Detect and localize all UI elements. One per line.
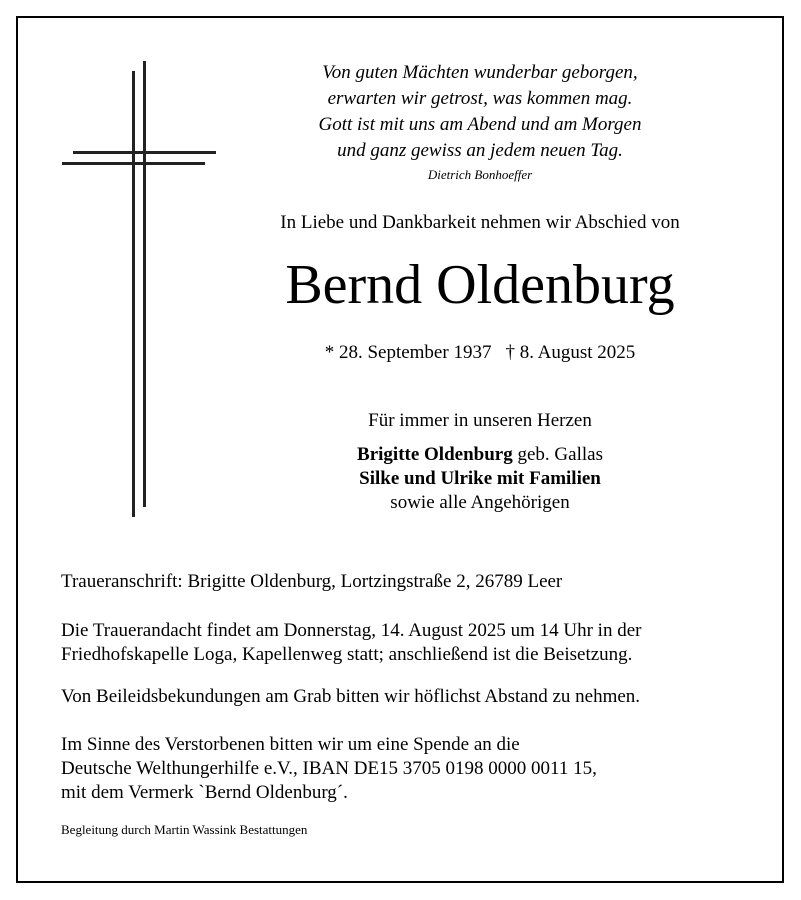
poem-line: Gott ist mit uns am Abend und am Morgen xyxy=(318,114,642,135)
spouse-name: Brigitte Oldenburg xyxy=(357,444,513,465)
undertaker-credit: Begleitung durch Martin Wassink Bestattungen xyxy=(61,822,308,837)
motto: Für immer in unseren Herzen xyxy=(368,410,592,431)
mourners-list xyxy=(240,443,720,515)
cross-horizontal-bar-front xyxy=(62,162,205,165)
deceased-name: Bernd Oldenburg xyxy=(285,254,675,316)
farewell-intro: In Liebe und Dankbarkeit nehmen wir Abschied von xyxy=(280,212,680,233)
service-info xyxy=(61,619,761,667)
mourner-spouse xyxy=(240,443,720,467)
donation-line: mit dem Vermerk `Bernd Oldenburg´. xyxy=(61,782,348,803)
donation-line: Deutsche Welthungerhilfe e.V., IBAN DE15 3705 0198 0000 0011 15, xyxy=(61,758,597,779)
service-line: Die Trauerandacht findet am Donnerstag, 14. August 2025 um 14 Uhr in der xyxy=(61,620,642,641)
birth-date: * 28. September 1937 xyxy=(324,342,492,363)
donation-line: Im Sinne des Verstorbenen bitten wir um eine Spende an die xyxy=(61,734,520,755)
cross-vertical-bar-front xyxy=(132,71,135,517)
cross-vertical-bar-back xyxy=(143,61,146,507)
life-dates xyxy=(240,340,720,366)
poem-line: Von guten Mächten wunderbar geborgen, xyxy=(322,62,638,83)
service-line: Friedhofskapelle Loga, Kapellenweg statt; anschließend ist die Beisetzung. xyxy=(61,644,633,665)
poem-line: erwarten wir getrost, was kommen mag. xyxy=(327,88,633,109)
poem xyxy=(240,60,720,164)
donation-request xyxy=(61,733,761,805)
poem-author: Dietrich Bonhoeffer xyxy=(427,167,533,182)
condolence-note: Von Beileidsbekundungen am Grab bitten wir höflichst Abstand zu nehmen. xyxy=(61,686,641,707)
mourner-children: Silke und Ulrike mit Familien xyxy=(359,468,601,489)
spouse-maiden-name: geb. Gallas xyxy=(512,444,603,465)
mourning-address: Traueranschrift: Brigitte Oldenburg, Lortzingstraße 2, 26789 Leer xyxy=(61,571,563,592)
poem-line: und ganz gewiss an jedem neuen Tag. xyxy=(337,140,623,161)
cross-horizontal-bar-back xyxy=(73,151,216,154)
mourner-others: sowie alle Angehörigen xyxy=(390,492,570,513)
death-date: † 8. August 2025 xyxy=(505,342,636,363)
